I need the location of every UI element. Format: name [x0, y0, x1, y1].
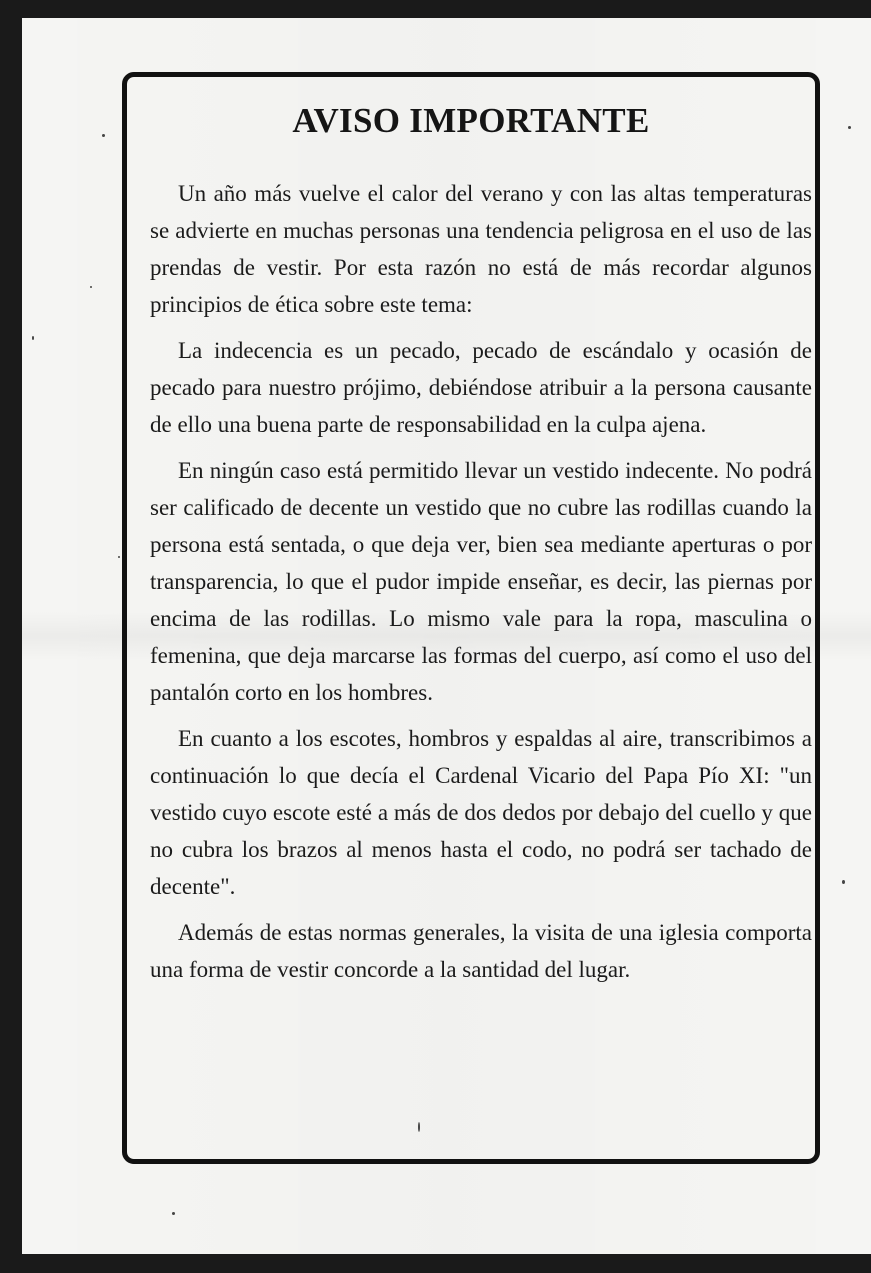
paragraph-necklines: En cuanto a los escotes, hombros y espaldas al aire, transcribimos a continuación lo que decía el Cardenal Vicario del Papa Pío XI: "un vestido cuyo escote esté a más de dos dedos por debajo del cuello y que no cubra los brazos al menos hasta el codo, no podrá ser tachado de decente".	[150, 726, 812, 899]
paragraph-church-visit: Además de estas normas generales, la visita de una iglesia comporta una forma de vestir concorde a la santidad del lugar.	[150, 920, 812, 982]
scan-speck	[172, 1212, 175, 1215]
scan-speck	[848, 126, 851, 129]
scan-speck	[32, 336, 34, 340]
scan-speck	[842, 880, 845, 884]
scan-speck	[118, 556, 120, 558]
paragraph-indecency: La indecencia es un pecado, pecado de escándalo y ocasión de pecado para nuestro prójimo, debiéndose atribuir a la persona causante de ello una buena parte de responsabilidad en la culpa ajena.	[150, 338, 812, 437]
scan-speck	[102, 134, 105, 137]
scan-speck	[418, 1122, 420, 1132]
notice-border-frame	[122, 72, 820, 1164]
notice-body	[150, 175, 812, 997]
paragraph-intro: Un año más vuelve el calor del verano y con las altas temperaturas se advierte en muchas personas una tendencia peligrosa en el uso de las prendas de vestir. Por esta razón no está de más recordar algunos principios de ética sobre este tema:	[150, 181, 812, 317]
paragraph-dress-rules: En ningún caso está permitido llevar un vestido indecente. No podrá ser calificado de decente un vestido que no cubre las rodillas cuando la persona está sentada, o que deja ver, bien sea mediante aperturas o por transparencia, lo que el pudor impide enseñar, es decir, las piernas por encima de las rodillas. Lo mismo vale para la ropa, masculina o femenina, que deja marcarse las formas del cuerpo, así como el uso del pantalón corto en los hombres.	[150, 458, 812, 705]
scan-speck	[90, 286, 92, 288]
notice-title: AVISO IMPORTANTE	[292, 101, 650, 140]
paper-sheet	[22, 18, 871, 1254]
